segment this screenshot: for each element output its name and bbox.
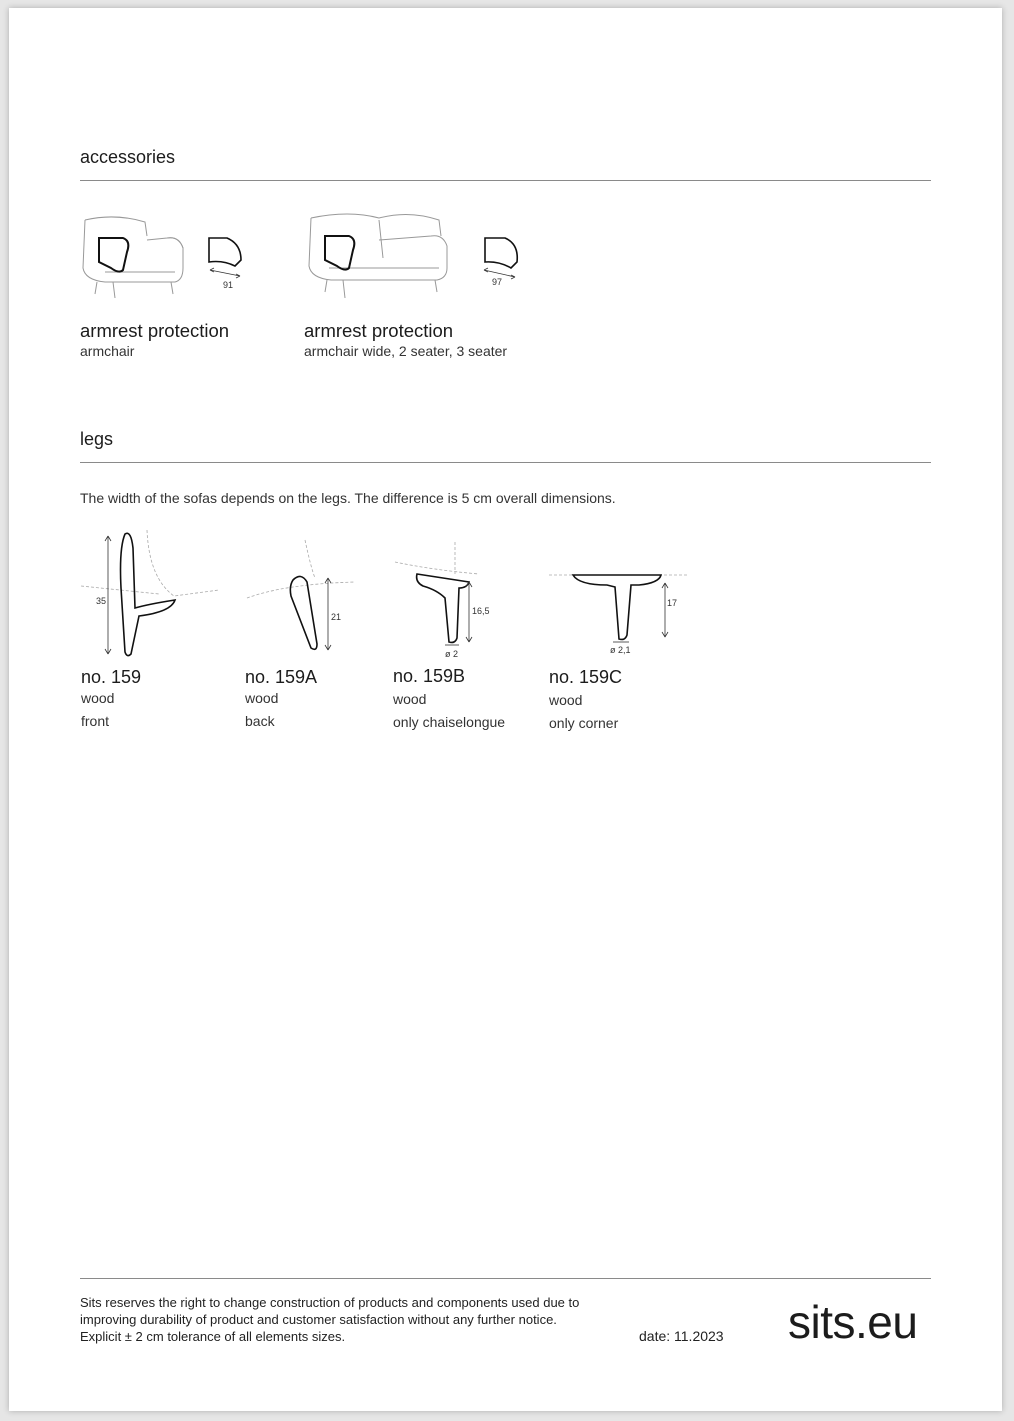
leg-159-height-label: 35 <box>96 596 107 606</box>
divider-footer <box>80 1278 931 1279</box>
divider-accessories <box>80 180 931 181</box>
accessory-title-sofa: armrest protection <box>304 320 454 341</box>
legs-intro-text: The width of the sofas depends on the legs. The difference is 5 cm overall dimensions. <box>80 490 616 506</box>
leg-159B-height-label: 16,5 <box>472 606 490 616</box>
document-page <box>9 8 1002 1411</box>
leg-159A-number: no. 159A <box>245 667 318 687</box>
leg-159B-note: only chaiselongue <box>393 714 506 730</box>
section-title-accessories: accessories <box>80 147 176 167</box>
leg-159A-height-label: 21 <box>331 612 342 622</box>
armchair-width-label: 91 <box>223 280 234 290</box>
accessory-subtitle-armchair: armchair <box>80 343 135 359</box>
leg-159-number: no. 159 <box>81 667 142 687</box>
leg-159B-number: no. 159B <box>393 666 466 686</box>
leg-159A-note: back <box>245 713 275 729</box>
footer-date: date: 11.2023 <box>639 1328 724 1344</box>
accessory-title-armchair: armrest protection <box>80 320 230 341</box>
leg-159C-height-label: 17 <box>667 598 678 608</box>
footer-disclaimer: Sits reserves the right to change construction of products and components used due to improving durability of product and customer satisfaction without any further notice. Explicit ± 2 cm tolerance of all elements sizes. <box>80 1295 580 1344</box>
leg-159B-diameter-label: ø 2 <box>445 649 459 658</box>
sofa-armrest-drawing <box>299 206 519 301</box>
sofa-width-label: 97 <box>492 277 503 287</box>
brand-logo: sits.eu <box>788 1296 918 1348</box>
leg-159C-material: wood <box>549 692 583 708</box>
divider-legs <box>80 462 931 463</box>
leg-159-material: wood <box>81 690 115 706</box>
leg-159B-drawing <box>393 538 513 658</box>
leg-159C-drawing <box>549 563 699 658</box>
accessory-subtitle-sofa: armchair wide, 2 seater, 3 seater <box>304 343 508 359</box>
leg-159-note: front <box>81 713 110 729</box>
leg-159C-number: no. 159C <box>549 667 623 687</box>
leg-159-drawing <box>79 528 229 658</box>
leg-159B-material: wood <box>393 691 427 707</box>
section-title-legs: legs <box>80 429 114 449</box>
leg-159C-diameter-label: ø 2,1 <box>610 645 631 655</box>
leg-159A-material: wood <box>245 690 279 706</box>
armchair-armrest-drawing <box>75 208 250 298</box>
leg-159C-note: only corner <box>549 715 619 731</box>
leg-159A-drawing <box>245 538 365 658</box>
